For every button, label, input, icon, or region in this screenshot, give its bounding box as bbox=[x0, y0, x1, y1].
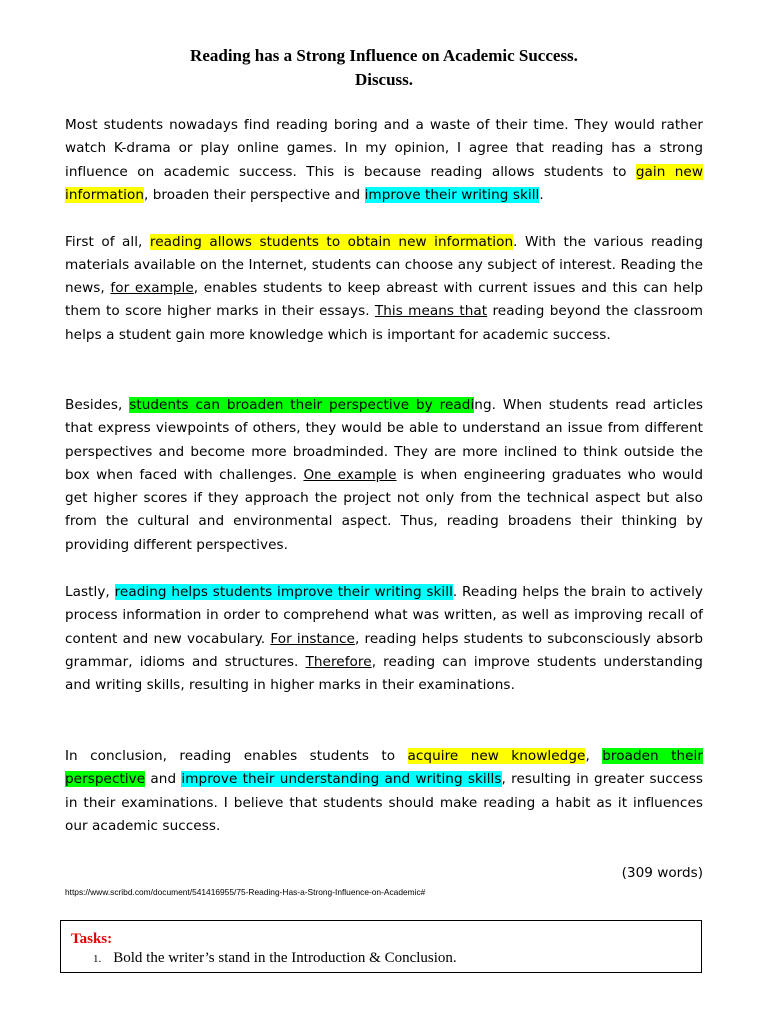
task-text: Bold the writer’s stand in the Introduction & Conclusion. bbox=[113, 950, 457, 966]
underlined-connector: For instance bbox=[270, 630, 355, 647]
task-item bbox=[93, 949, 457, 968]
intro-paragraph bbox=[65, 114, 703, 207]
paragraph-text: reading beyond the classroom helps a student gain more knowledge which is important for academic success. bbox=[65, 303, 704, 343]
conclusion-text: , resulting in greater success in their examinations. I believe that students should make reading a habit as it influences our academic success. bbox=[65, 771, 704, 834]
highlight-topic-sentence-1: reading allows students to obtain new information bbox=[149, 233, 514, 250]
paragraph-text: , reading helps students to subconsciously absorb grammar, idioms and structures. bbox=[65, 630, 703, 670]
paragraph-text: , reading can improve students understanding and writing skills, resulting in higher marks in their examinations. bbox=[65, 653, 703, 694]
task-number: 1. bbox=[93, 953, 102, 965]
highlight-topic-sentence-3: reading helps students improve their writing skill bbox=[114, 584, 453, 600]
intro-text: Most students nowadays find reading boring and a waste of their time. They would rather watch K-drama or play online games. In my opinion, I agree that reading has a strong influence on academic success. This is because reading allows students to bbox=[65, 117, 703, 180]
body-paragraph-1 bbox=[65, 231, 703, 347]
paragraph-text: is when engineering graduates who would get higher scores if they approach the project not only from the technical aspect but also from the cultural and environmental aspect. Thus, reading broadens their thinking by providing different perspectives. bbox=[65, 466, 703, 553]
underlined-connector: One example bbox=[303, 466, 397, 483]
intro-text: , broaden their perspective and bbox=[144, 186, 365, 203]
underlined-connector: for example bbox=[110, 280, 194, 297]
tasks-heading: Tasks: bbox=[71, 931, 113, 947]
underlined-connector: This means that bbox=[374, 303, 488, 320]
conclusion-text: and bbox=[145, 771, 182, 788]
essay-title-line-1: Reading has a Strong Influence on Academic Success. bbox=[190, 46, 578, 65]
highlight-acquire-new-knowledge: acquire new knowledge bbox=[407, 748, 586, 764]
intro-text: . bbox=[539, 186, 544, 203]
tasks-box bbox=[60, 920, 702, 973]
paragraph-text: First of all, bbox=[65, 233, 150, 250]
paragraph-text: , enables students to keep abreast with current issues and this can help them to score higher marks in their essays. bbox=[65, 280, 703, 320]
conclusion-paragraph bbox=[65, 745, 703, 838]
paragraph-text: . Reading helps the brain to actively process information in order to comprehend what was written, as well as improving recall of content and new vocabulary. bbox=[65, 584, 704, 647]
body-paragraph-2 bbox=[65, 394, 703, 557]
conclusion-text: , bbox=[585, 748, 603, 764]
paragraph-text: . With the various reading materials available on the Internet, students can choose any subject of interest. Reading the news, bbox=[65, 233, 704, 297]
paragraph-text: ng. When students read articles that express viewpoints of others, they would be able to understand an issue from different perspectives and become more broadminded. They are more inclined to think outside the box when faced with challenges. bbox=[65, 397, 703, 483]
body-paragraph-3 bbox=[65, 581, 703, 697]
underlined-connector: Therefore bbox=[305, 653, 372, 670]
source-url: https://www.scribd.com/document/541416955/75-Reading-Has-a-Strong-Influence-on-Academic# bbox=[65, 887, 426, 897]
highlight-gain-new-information: gain new information bbox=[65, 163, 704, 203]
highlight-improve-writing-skill: improve their writing skill bbox=[364, 186, 540, 203]
essay-title bbox=[0, 44, 768, 92]
conclusion-text: In conclusion, reading enables students to bbox=[65, 748, 408, 764]
highlight-improve-understanding: improve their understanding and writing skills bbox=[181, 771, 502, 788]
highlight-broaden-perspective: broaden their perspective bbox=[65, 748, 703, 788]
paragraph-text: Lastly, bbox=[65, 584, 115, 600]
word-count: (309 words) bbox=[621, 865, 703, 881]
highlight-topic-sentence-2: students can broaden their perspective by readi bbox=[129, 397, 475, 413]
essay-title-line-2: Discuss. bbox=[354, 70, 414, 89]
paragraph-text: Besides, bbox=[65, 397, 130, 413]
